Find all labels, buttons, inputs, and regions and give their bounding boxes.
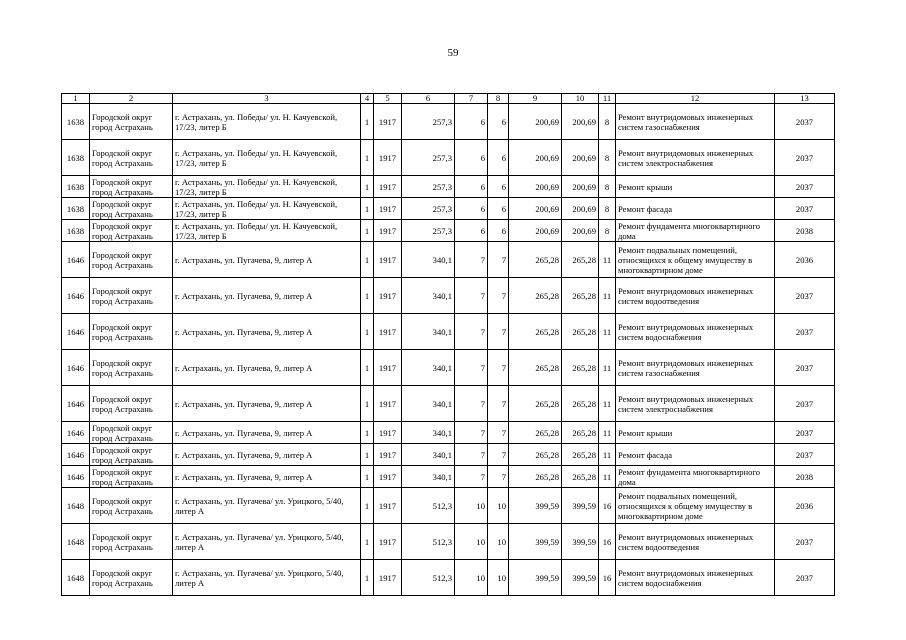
area-b-cell: 200,69 — [562, 198, 599, 220]
work-type-cell: Ремонт внутридомовых инженерных систем водоснабжения — [616, 560, 775, 596]
column-header: 11 — [599, 94, 616, 104]
column-header: 1 — [62, 94, 90, 104]
district-cell: Городской округ город Астрахань — [90, 422, 173, 444]
address-cell: г. Астрахань, ул. Пугачева, 9, литер А — [173, 350, 361, 386]
column-header: 4 — [361, 94, 374, 104]
district-cell: Городской округ город Астрахань — [90, 350, 173, 386]
year-cell: 1917 — [374, 444, 402, 466]
count-cell: 1 — [361, 386, 374, 422]
col11-cell: 11 — [599, 350, 616, 386]
count-cell: 1 — [361, 488, 374, 524]
row-id: 1646 — [62, 314, 90, 350]
row-id: 1646 — [62, 466, 90, 488]
count-cell: 1 — [361, 314, 374, 350]
plan-year-cell: 2037 — [775, 314, 835, 350]
total-area-cell: 340,1 — [402, 466, 455, 488]
row-id: 1646 — [62, 422, 90, 444]
plan-year-cell: 2038 — [775, 220, 835, 242]
address-cell: г. Астрахань, ул. Пугачева, 9, литер А — [173, 422, 361, 444]
area-b-cell: 265,28 — [562, 278, 599, 314]
page-number: 59 — [447, 47, 459, 59]
work-type-cell: Ремонт фундамента многоквартирного дома — [616, 466, 775, 488]
work-type-cell: Ремонт фасада — [616, 198, 775, 220]
col8-cell: 7 — [488, 314, 509, 350]
plan-year-cell: 2037 — [775, 524, 835, 560]
year-cell: 1917 — [374, 104, 402, 140]
row-id: 1646 — [62, 350, 90, 386]
address-cell: г. Астрахань, ул. Пугачева, 9, литер А — [173, 242, 361, 278]
total-area-cell: 340,1 — [402, 314, 455, 350]
col8-cell: 10 — [488, 524, 509, 560]
col8-cell: 10 — [488, 488, 509, 524]
year-cell: 1917 — [374, 422, 402, 444]
area-a-cell: 200,69 — [509, 198, 562, 220]
col8-cell: 6 — [488, 104, 509, 140]
area-b-cell: 399,59 — [562, 524, 599, 560]
address-cell: г. Астрахань, ул. Пугачева, 9, литер А — [173, 314, 361, 350]
col11-cell: 11 — [599, 314, 616, 350]
address-cell: г. Астрахань, ул. Победы/ ул. Н. Качуевской, 17/23, литер Б — [173, 198, 361, 220]
total-area-cell: 257,3 — [402, 176, 455, 198]
district-cell: Городской округ город Астрахань — [90, 104, 173, 140]
total-area-cell: 340,1 — [402, 386, 455, 422]
col8-cell: 7 — [488, 422, 509, 444]
work-type-cell: Ремонт внутридомовых инженерных систем водоснабжения — [616, 314, 775, 350]
col7-cell: 7 — [455, 422, 488, 444]
plan-year-cell: 2038 — [775, 466, 835, 488]
area-b-cell: 265,28 — [562, 386, 599, 422]
col11-cell: 11 — [599, 278, 616, 314]
area-a-cell: 265,28 — [509, 444, 562, 466]
table-row — [62, 242, 835, 278]
plan-year-cell: 2037 — [775, 444, 835, 466]
total-area-cell: 340,1 — [402, 278, 455, 314]
table-row — [62, 220, 835, 242]
year-cell: 1917 — [374, 198, 402, 220]
area-a-cell: 399,59 — [509, 524, 562, 560]
year-cell: 1917 — [374, 176, 402, 198]
table-row — [62, 350, 835, 386]
area-a-cell: 399,59 — [509, 560, 562, 596]
count-cell: 1 — [361, 242, 374, 278]
table-row — [62, 278, 835, 314]
year-cell: 1917 — [374, 220, 402, 242]
col7-cell: 7 — [455, 242, 488, 278]
col7-cell: 7 — [455, 314, 488, 350]
area-a-cell: 265,28 — [509, 350, 562, 386]
column-header: 13 — [775, 94, 835, 104]
col7-cell: 7 — [455, 278, 488, 314]
district-cell: Городской округ город Астрахань — [90, 560, 173, 596]
total-area-cell: 257,3 — [402, 220, 455, 242]
column-number-row — [62, 94, 835, 104]
area-a-cell: 265,28 — [509, 314, 562, 350]
plan-year-cell: 2037 — [775, 140, 835, 176]
table-row — [62, 314, 835, 350]
col8-cell: 7 — [488, 242, 509, 278]
district-cell: Городской округ город Астрахань — [90, 220, 173, 242]
address-cell: г. Астрахань, ул. Пугачева, 9, литер А — [173, 386, 361, 422]
col11-cell: 8 — [599, 220, 616, 242]
district-cell: Городской округ город Астрахань — [90, 198, 173, 220]
column-header: 6 — [402, 94, 455, 104]
work-type-cell: Ремонт внутридомовых инженерных систем водоотведения — [616, 524, 775, 560]
area-a-cell: 200,69 — [509, 140, 562, 176]
area-a-cell: 265,28 — [509, 386, 562, 422]
table-row — [62, 198, 835, 220]
total-area-cell: 512,3 — [402, 524, 455, 560]
plan-year-cell: 2036 — [775, 242, 835, 278]
district-cell: Городской округ город Астрахань — [90, 466, 173, 488]
table-row — [62, 104, 835, 140]
col8-cell: 6 — [488, 176, 509, 198]
area-b-cell: 200,69 — [562, 104, 599, 140]
count-cell: 1 — [361, 524, 374, 560]
col7-cell: 7 — [455, 444, 488, 466]
table-row — [62, 422, 835, 444]
address-cell: г. Астрахань, ул. Пугачева, 9, литер А — [173, 278, 361, 314]
row-id: 1638 — [62, 140, 90, 176]
col7-cell: 6 — [455, 176, 488, 198]
count-cell: 1 — [361, 444, 374, 466]
total-area-cell: 512,3 — [402, 560, 455, 596]
address-cell: г. Астрахань, ул. Пугачева/ ул. Урицкого, 5/40, литер А — [173, 560, 361, 596]
area-b-cell: 265,28 — [562, 422, 599, 444]
count-cell: 1 — [361, 350, 374, 386]
col8-cell: 7 — [488, 350, 509, 386]
area-a-cell: 200,69 — [509, 220, 562, 242]
total-area-cell: 257,3 — [402, 198, 455, 220]
col8-cell: 7 — [488, 278, 509, 314]
count-cell: 1 — [361, 104, 374, 140]
row-id: 1648 — [62, 524, 90, 560]
row-id: 1646 — [62, 386, 90, 422]
area-b-cell: 265,28 — [562, 466, 599, 488]
area-b-cell: 265,28 — [562, 444, 599, 466]
area-b-cell: 399,59 — [562, 488, 599, 524]
total-area-cell: 340,1 — [402, 444, 455, 466]
row-id: 1648 — [62, 560, 90, 596]
plan-year-cell: 2037 — [775, 104, 835, 140]
work-type-cell: Ремонт крыши — [616, 422, 775, 444]
year-cell: 1917 — [374, 524, 402, 560]
plan-year-cell: 2037 — [775, 422, 835, 444]
col11-cell: 8 — [599, 198, 616, 220]
row-id: 1638 — [62, 220, 90, 242]
plan-year-cell: 2037 — [775, 560, 835, 596]
col11-cell: 8 — [599, 104, 616, 140]
address-cell: г. Астрахань, ул. Победы/ ул. Н. Качуевской, 17/23, литер Б — [173, 104, 361, 140]
col11-cell: 11 — [599, 466, 616, 488]
table-row — [62, 466, 835, 488]
year-cell: 1917 — [374, 350, 402, 386]
col7-cell: 7 — [455, 466, 488, 488]
address-cell: г. Астрахань, ул. Пугачева, 9, литер А — [173, 444, 361, 466]
area-b-cell: 200,69 — [562, 140, 599, 176]
district-cell: Городской округ город Астрахань — [90, 242, 173, 278]
district-cell: Городской округ город Астрахань — [90, 314, 173, 350]
work-type-cell: Ремонт внутридомовых инженерных систем электроснабжения — [616, 140, 775, 176]
table-row — [62, 176, 835, 198]
col11-cell: 16 — [599, 488, 616, 524]
column-header: 2 — [90, 94, 173, 104]
col11-cell: 11 — [599, 444, 616, 466]
plan-year-cell: 2037 — [775, 278, 835, 314]
area-b-cell: 399,59 — [562, 560, 599, 596]
plan-year-cell: 2036 — [775, 488, 835, 524]
plan-year-cell: 2037 — [775, 176, 835, 198]
count-cell: 1 — [361, 198, 374, 220]
row-id: 1638 — [62, 176, 90, 198]
area-a-cell: 265,28 — [509, 466, 562, 488]
column-header: 9 — [509, 94, 562, 104]
district-cell: Городской округ город Астрахань — [90, 278, 173, 314]
year-cell: 1917 — [374, 314, 402, 350]
col7-cell: 7 — [455, 350, 488, 386]
year-cell: 1917 — [374, 488, 402, 524]
capital-repair-table — [61, 93, 835, 596]
area-a-cell: 265,28 — [509, 242, 562, 278]
count-cell: 1 — [361, 560, 374, 596]
col11-cell: 8 — [599, 140, 616, 176]
year-cell: 1917 — [374, 278, 402, 314]
district-cell: Городской округ город Астрахань — [90, 176, 173, 198]
area-b-cell: 200,69 — [562, 176, 599, 198]
work-type-cell: Ремонт крыши — [616, 176, 775, 198]
year-cell: 1917 — [374, 466, 402, 488]
table-row — [62, 386, 835, 422]
address-cell: г. Астрахань, ул. Победы/ ул. Н. Качуевской, 17/23, литер Б — [173, 220, 361, 242]
area-b-cell: 265,28 — [562, 242, 599, 278]
col8-cell: 6 — [488, 198, 509, 220]
column-header: 12 — [616, 94, 775, 104]
col11-cell: 11 — [599, 386, 616, 422]
total-area-cell: 340,1 — [402, 350, 455, 386]
work-type-cell: Ремонт фундамента многоквартирного дома — [616, 220, 775, 242]
row-id: 1648 — [62, 488, 90, 524]
address-cell: г. Астрахань, ул. Пугачева/ ул. Урицкого, 5/40, литер А — [173, 524, 361, 560]
address-cell: г. Астрахань, ул. Пугачева, 9, литер А — [173, 466, 361, 488]
col8-cell: 6 — [488, 220, 509, 242]
area-a-cell: 200,69 — [509, 176, 562, 198]
col11-cell: 8 — [599, 176, 616, 198]
col7-cell: 6 — [455, 198, 488, 220]
total-area-cell: 257,3 — [402, 140, 455, 176]
work-type-cell: Ремонт внутридомовых инженерных систем электроснабжения — [616, 386, 775, 422]
column-header: 10 — [562, 94, 599, 104]
year-cell: 1917 — [374, 386, 402, 422]
plan-year-cell: 2037 — [775, 350, 835, 386]
table-row — [62, 560, 835, 596]
area-a-cell: 265,28 — [509, 278, 562, 314]
col8-cell: 6 — [488, 140, 509, 176]
total-area-cell: 512,3 — [402, 488, 455, 524]
plan-year-cell: 2037 — [775, 198, 835, 220]
work-type-cell: Ремонт подвальных помещений, относящихся к общему имуществу в многоквартирном доме — [616, 488, 775, 524]
area-b-cell: 265,28 — [562, 314, 599, 350]
column-header: 8 — [488, 94, 509, 104]
col7-cell: 7 — [455, 386, 488, 422]
work-type-cell: Ремонт внутридомовых инженерных систем газоснабжения — [616, 350, 775, 386]
count-cell: 1 — [361, 140, 374, 176]
area-a-cell: 265,28 — [509, 422, 562, 444]
table-row — [62, 488, 835, 524]
year-cell: 1917 — [374, 560, 402, 596]
area-b-cell: 200,69 — [562, 220, 599, 242]
work-type-cell: Ремонт фасада — [616, 444, 775, 466]
col7-cell: 6 — [455, 140, 488, 176]
total-area-cell: 257,3 — [402, 104, 455, 140]
area-a-cell: 200,69 — [509, 104, 562, 140]
district-cell: Городской округ город Астрахань — [90, 488, 173, 524]
col11-cell: 11 — [599, 422, 616, 444]
col7-cell: 6 — [455, 104, 488, 140]
col11-cell: 16 — [599, 524, 616, 560]
count-cell: 1 — [361, 220, 374, 242]
col11-cell: 16 — [599, 560, 616, 596]
district-cell: Городской округ город Астрахань — [90, 386, 173, 422]
district-cell: Городской округ город Астрахань — [90, 140, 173, 176]
column-header: 3 — [173, 94, 361, 104]
column-header: 5 — [374, 94, 402, 104]
col7-cell: 10 — [455, 524, 488, 560]
address-cell: г. Астрахань, ул. Пугачева/ ул. Урицкого, 5/40, литер А — [173, 488, 361, 524]
table-row — [62, 524, 835, 560]
area-b-cell: 265,28 — [562, 350, 599, 386]
count-cell: 1 — [361, 466, 374, 488]
year-cell: 1917 — [374, 140, 402, 176]
row-id: 1638 — [62, 104, 90, 140]
row-id: 1638 — [62, 198, 90, 220]
address-cell: г. Астрахань, ул. Победы/ ул. Н. Качуевской, 17/23, литер Б — [173, 140, 361, 176]
year-cell: 1917 — [374, 242, 402, 278]
count-cell: 1 — [361, 422, 374, 444]
work-type-cell: Ремонт внутридомовых инженерных систем газоснабжения — [616, 104, 775, 140]
col8-cell: 10 — [488, 560, 509, 596]
col8-cell: 7 — [488, 466, 509, 488]
col8-cell: 7 — [488, 444, 509, 466]
address-cell: г. Астрахань, ул. Победы/ ул. Н. Качуевской, 17/23, литер Б — [173, 176, 361, 198]
col7-cell: 10 — [455, 488, 488, 524]
total-area-cell: 340,1 — [402, 242, 455, 278]
count-cell: 1 — [361, 278, 374, 314]
count-cell: 1 — [361, 176, 374, 198]
row-id: 1646 — [62, 444, 90, 466]
col7-cell: 10 — [455, 560, 488, 596]
area-a-cell: 399,59 — [509, 488, 562, 524]
work-type-cell: Ремонт внутридомовых инженерных систем водоотведения — [616, 278, 775, 314]
col11-cell: 11 — [599, 242, 616, 278]
row-id: 1646 — [62, 278, 90, 314]
column-header: 7 — [455, 94, 488, 104]
table-row — [62, 140, 835, 176]
district-cell: Городской округ город Астрахань — [90, 444, 173, 466]
plan-year-cell: 2037 — [775, 386, 835, 422]
total-area-cell: 340,1 — [402, 422, 455, 444]
col7-cell: 6 — [455, 220, 488, 242]
district-cell: Городской округ город Астрахань — [90, 524, 173, 560]
row-id: 1646 — [62, 242, 90, 278]
work-type-cell: Ремонт подвальных помещений, относящихся к общему имуществу в многоквартирном доме — [616, 242, 775, 278]
table-row — [62, 444, 835, 466]
col8-cell: 7 — [488, 386, 509, 422]
